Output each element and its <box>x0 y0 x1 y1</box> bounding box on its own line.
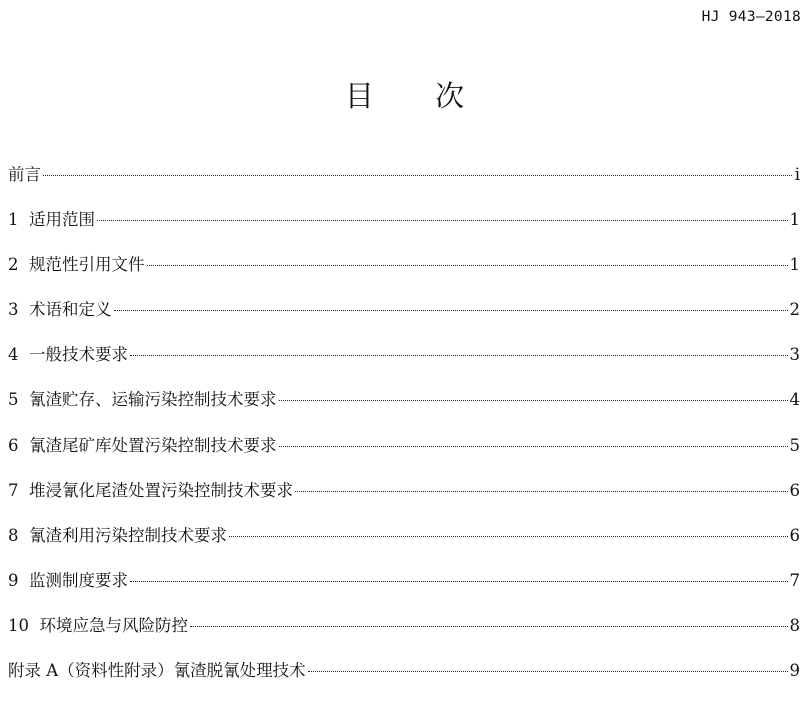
toc-entry-number: 8 <box>8 525 29 545</box>
dot-leader <box>229 536 788 537</box>
toc-entry-page: 4 <box>789 390 800 410</box>
toc-entry-label: 一般技术要求 <box>29 345 128 365</box>
toc-entry-page: 5 <box>789 435 800 455</box>
toc-entry-label: 氰渣尾矿库处置污染控制技术要求 <box>29 435 277 455</box>
toc-entry-scope[interactable] <box>8 205 800 250</box>
dot-leader <box>279 400 788 401</box>
toc-entry-label: 环境应急与风险防控 <box>39 615 188 635</box>
toc-entry-label: 氰渣贮存、运输污染控制技术要求 <box>29 390 277 410</box>
toc-entry-page: 1 <box>789 255 800 275</box>
toc-entry-number: 5 <box>8 390 29 410</box>
toc-entry-normative-references[interactable] <box>8 250 800 295</box>
toc-entry-label: 术语和定义 <box>29 300 112 320</box>
toc-title: 目 次 <box>344 79 491 113</box>
toc-entry-number: 9 <box>8 570 29 590</box>
toc-entry-terms-definitions[interactable] <box>8 295 800 340</box>
toc-entry-page: 1 <box>789 210 800 230</box>
toc-entry-number: 1 <box>8 210 29 230</box>
toc-entry-foreword[interactable] <box>8 160 800 205</box>
toc-entry-general-requirements[interactable] <box>8 340 800 385</box>
toc-entry-page: 2 <box>789 300 800 320</box>
dot-leader <box>43 175 792 176</box>
toc-entry-tailings-pond[interactable] <box>8 431 800 476</box>
toc-entry-number: 2 <box>8 255 29 275</box>
toc-entry-label: 氰渣利用污染控制技术要求 <box>29 525 227 545</box>
toc-entry-number: 10 <box>8 615 40 635</box>
toc-entry-label: 监测制度要求 <box>29 570 128 590</box>
toc-entry-emergency-risk[interactable] <box>8 611 800 656</box>
dot-leader <box>308 671 788 672</box>
toc-entry-heap-leaching[interactable] <box>8 476 800 521</box>
toc-entry-number: 4 <box>8 345 29 365</box>
standard-code: HJ 943—2018 <box>701 9 801 25</box>
toc-entry-label: 附录 A（资料性附录）氰渣脱氰处理技术 <box>8 661 306 681</box>
toc-entry-utilization[interactable] <box>8 521 800 566</box>
dot-leader <box>130 581 788 582</box>
toc-entry-page: 6 <box>789 525 800 545</box>
toc-entry-page: 3 <box>789 345 800 365</box>
toc-entry-number: 6 <box>8 435 29 455</box>
dot-leader <box>114 310 788 311</box>
toc-entry-label: 前言 <box>8 165 41 184</box>
dot-leader <box>279 446 788 447</box>
toc-entry-page: 6 <box>789 480 800 500</box>
toc-entry-monitoring[interactable] <box>8 566 800 611</box>
toc-entry-appendix-a[interactable] <box>8 656 800 701</box>
toc-entry-page: 8 <box>789 615 800 635</box>
dot-leader <box>190 626 788 627</box>
toc-list <box>8 160 800 701</box>
toc-entry-page: i <box>794 165 800 184</box>
toc-entry-page: 7 <box>789 570 800 590</box>
toc-entry-storage-transport[interactable] <box>8 385 800 430</box>
toc-entry-label: 适用范围 <box>29 210 95 230</box>
toc-entry-label: 规范性引用文件 <box>29 255 145 275</box>
dot-leader <box>295 491 788 492</box>
toc-entry-number: 7 <box>8 480 29 500</box>
toc-entry-number: 3 <box>8 300 29 320</box>
dot-leader <box>147 265 788 266</box>
dot-leader <box>130 355 788 356</box>
dot-leader <box>97 220 788 221</box>
toc-entry-label: 堆浸氰化尾渣处置污染控制技术要求 <box>29 480 293 500</box>
toc-entry-page: 9 <box>789 661 800 681</box>
